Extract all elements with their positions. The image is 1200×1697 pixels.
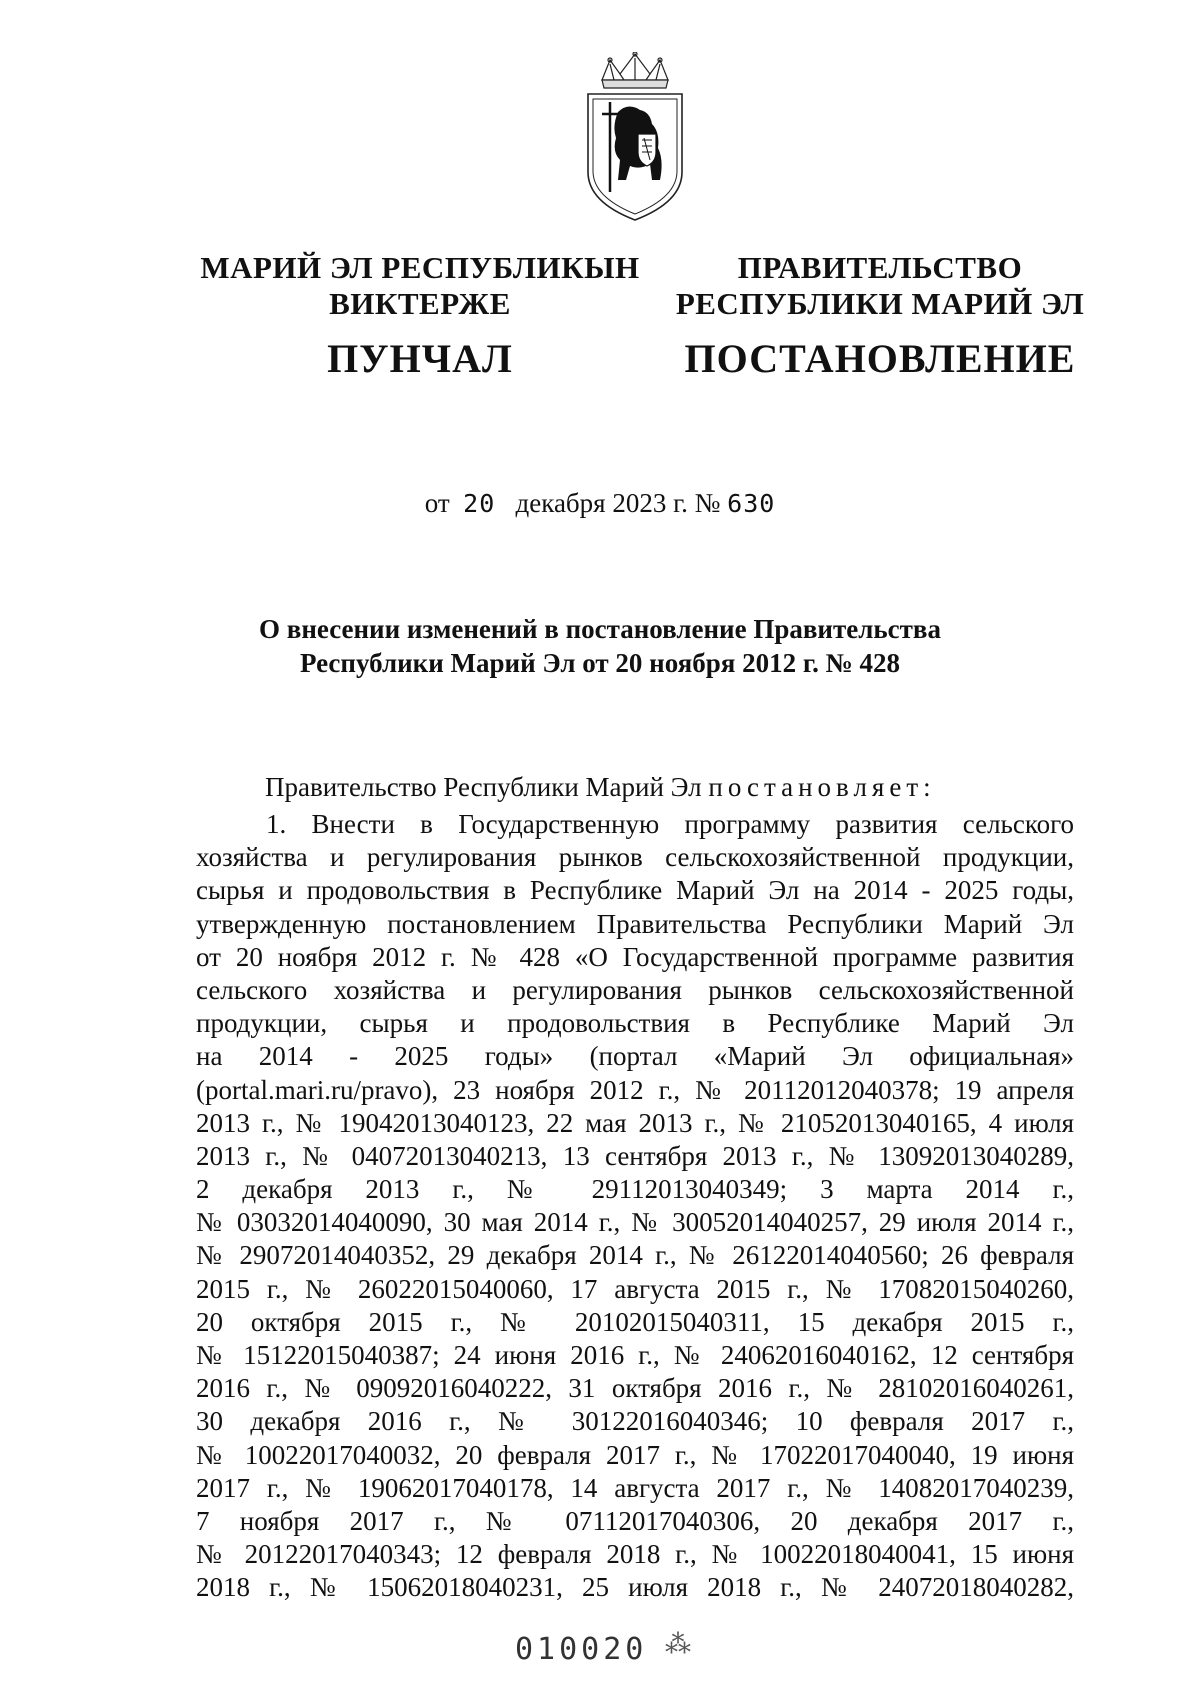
body-line: сельского хозяйства и регулирования рынков сельскохозяйственной xyxy=(196,974,1074,1005)
body-line: 2 декабря 2013 г., № 29112013040349; 3 марта 2014 г., xyxy=(196,1174,1074,1205)
document-date-line xyxy=(0,488,1200,519)
date-prefix: от xyxy=(424,488,450,518)
body-line: 2015 г., № 26022015040060, 17 августа 2015 г., № 17082015040260, xyxy=(196,1273,1074,1304)
body-line: на 2014 - 2025 годы» (портал «Марий Эл официальная» xyxy=(196,1041,1074,1072)
body-line: утвержденную постановлением Правительства Республики Марий Эл xyxy=(196,908,1074,939)
header-russian-block xyxy=(640,250,1120,382)
footer-mark-icon: ⁂ xyxy=(665,1630,691,1659)
body-line: 2017 г., № 19062017040178, 14 августа 2017 г., № 14082017040239, xyxy=(196,1472,1074,1503)
body-line: 7 ноября 2017 г., № 07112017040306, 20 декабря 2017 г., xyxy=(196,1505,1074,1536)
body-line: сырья и продовольствия в Республике Марий Эл на 2014 - 2025 годы, xyxy=(196,875,1074,906)
header-left-line1: МАРИЙ ЭЛ РЕСПУБЛИКЫН xyxy=(200,250,640,285)
body-line: 2013 г., № 19042013040123, 22 мая 2013 г., № 21052013040165, 4 июля xyxy=(196,1107,1074,1138)
date-day: 20 xyxy=(463,489,496,518)
header-mari-block xyxy=(180,250,660,382)
body-line: 2013 г., № 04072013040213, 13 сентября 2013 г., № 13092013040289, xyxy=(196,1140,1074,1171)
body-line: № 29072014040352, 29 декабря 2014 г., № 26122014040560; 26 февраля xyxy=(196,1240,1074,1271)
intro-paragraph xyxy=(265,772,936,803)
body-line: 20 октября 2015 г., № 20102015040311, 15 декабря 2015 г., xyxy=(196,1306,1074,1337)
document-title xyxy=(150,612,1050,680)
document-body xyxy=(196,808,1074,1605)
body-line: № 20122017040343; 12 февраля 2018 г., № 10022018040041, 15 июня xyxy=(196,1539,1074,1570)
document-number: 630 xyxy=(727,489,776,518)
intro-text: Правительство Республики Марий Эл xyxy=(265,772,702,802)
body-line: (portal.mari.ru/pravo), 23 ноября 2012 г., № 20112012040378; 19 апреля xyxy=(196,1074,1074,1105)
coat-of-arms-emblem xyxy=(580,52,690,227)
header-right-line2: РЕСПУБЛИКИ МАРИЙ ЭЛ xyxy=(675,286,1085,321)
body-line: от 20 ноября 2012 г. № 428 «О Государственной программе развития xyxy=(196,941,1074,972)
header-right-title: ПОСТАНОВЛЕНИЕ xyxy=(684,336,1076,381)
body-line: № 10022017040032, 20 февраля 2017 г., № 17022017040040, 19 июня xyxy=(196,1439,1074,1470)
header-left-line2: ВИКТЕРЖЕ xyxy=(329,286,511,321)
body-line: хозяйства и регулирования рынков сельскохозяйственной продукции, xyxy=(196,842,1074,873)
body-line: 2016 г., № 09092016040222, 31 октября 2016 г., № 28102016040261, xyxy=(196,1373,1074,1404)
date-month-year: декабря 2023 г. № xyxy=(515,488,721,518)
document-title-line1: О внесении изменений в постановление Правительства xyxy=(259,614,941,644)
header-right-line1: ПРАВИТЕЛЬСТВО xyxy=(737,250,1023,285)
intro-decree-word: постановляет: xyxy=(708,772,936,802)
body-line: 1. Внести в Государственную программу развития сельского xyxy=(266,809,1074,839)
body-line: № 03032014040090, 30 мая 2014 г., № 30052014040257, 29 июля 2014 г., xyxy=(196,1207,1074,1238)
form-serial-number: 010020 xyxy=(515,1632,648,1667)
body-line: № 15122015040387; 24 июня 2016 г., № 24062016040162, 12 сентября xyxy=(196,1340,1074,1370)
body-line: продукции, сырья и продовольствия в Республике Марий Эл xyxy=(196,1008,1074,1039)
body-line: 2018 г., № 15062018040231, 25 июля 2018 г., № 24072018040282, xyxy=(196,1572,1074,1603)
document-title-line2: Республики Марий Эл от 20 ноября 2012 г. № 428 xyxy=(299,648,901,678)
body-line: 30 декабря 2016 г., № 30122016040346; 10 февраля 2017 г., xyxy=(196,1406,1074,1437)
header-left-title: ПУНЧАЛ xyxy=(327,336,513,381)
